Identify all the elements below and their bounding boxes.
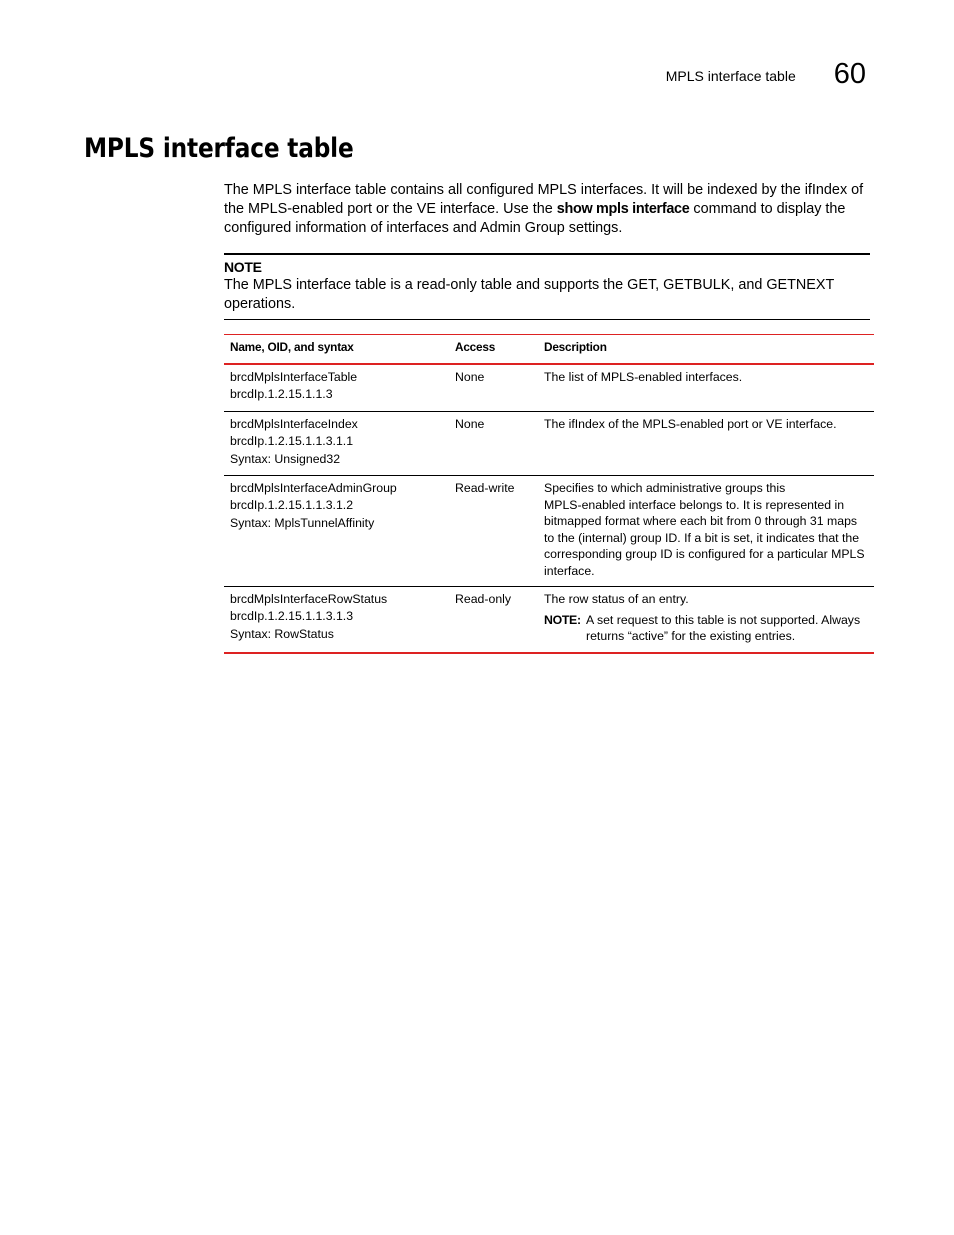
column-header-access: Access xyxy=(449,335,538,365)
note-text: The MPLS interface table is a read-only table and supports the GET, GETBULK, and GETNEXT operations. xyxy=(224,277,835,312)
chapter-number: 60 xyxy=(833,58,866,90)
object-syntax: Syntax: MplsTunnelAffinity xyxy=(230,515,375,530)
cell-access: None xyxy=(449,364,538,411)
cell-access: Read-only xyxy=(449,587,538,653)
cell-note-line: returns “active” for the existing entries. xyxy=(586,629,796,644)
cell-access: None xyxy=(449,411,538,475)
page-title: MPLS interface table xyxy=(84,133,354,164)
object-name: brcdMplsInterfaceTable xyxy=(230,370,358,384)
cell-name xyxy=(224,411,449,475)
description-line: The list of MPLS-enabled interfaces. xyxy=(544,370,743,384)
column-header-description: Description xyxy=(538,335,874,365)
running-header xyxy=(666,58,866,91)
intro-paragraph xyxy=(224,181,874,238)
mib-object-table xyxy=(224,334,874,654)
table-row xyxy=(224,411,874,475)
intro-text-before: The MPLS interface table contains all configured MPLS interfaces. It will be indexed by the ifIndex of the MPLS-enabled port or the VE interface. Use the xyxy=(224,182,864,217)
cell-note xyxy=(544,612,868,645)
cell-note-label: NOTE: xyxy=(544,612,581,627)
object-oid: brcdIp.1.2.15.1.1.3 xyxy=(230,387,333,402)
cell-note-line: A set request to this table is not supported. Always xyxy=(586,612,861,627)
description-line: bitmapped format where each bit from 0 through 31 maps xyxy=(544,514,858,529)
object-syntax: Syntax: RowStatus xyxy=(230,626,334,641)
intro-text-after: command to display the configured information of interfaces and Admin Group settings. xyxy=(224,201,846,236)
column-header-name: Name, OID, and syntax xyxy=(224,335,449,365)
description-line: The row status of an entry. xyxy=(544,592,689,607)
table-row xyxy=(224,364,874,411)
object-name: brcdMplsInterfaceRowStatus xyxy=(230,592,388,607)
table-row xyxy=(224,476,874,587)
description-line: MPLS-enabled interface belongs to. It is represented in xyxy=(544,497,845,512)
description-line: Specifies to which administrative groups this xyxy=(544,481,786,496)
description-line: The ifIndex of the MPLS-enabled port or VE interface. xyxy=(544,416,837,431)
object-oid: brcdIp.1.2.15.1.1.3.1.1 xyxy=(230,434,354,449)
cell-description xyxy=(538,411,874,475)
cell-description xyxy=(538,476,874,587)
object-name: brcdMplsInterfaceAdminGroup xyxy=(230,481,397,496)
note-label: NOTE xyxy=(224,259,262,275)
object-oid: brcdIp.1.2.15.1.1.3.1.2 xyxy=(230,498,354,513)
running-header-section-title: MPLS interface table xyxy=(665,68,796,84)
description-line: interface. xyxy=(544,563,595,578)
object-name: brcdMplsInterfaceIndex xyxy=(230,416,358,431)
cell-description xyxy=(538,364,874,411)
cell-name xyxy=(224,476,449,587)
cell-name xyxy=(224,364,449,411)
object-oid: brcdIp.1.2.15.1.1.3.1.3 xyxy=(230,609,354,624)
object-syntax: Syntax: Unsigned32 xyxy=(230,451,341,466)
cell-name xyxy=(224,587,449,653)
description-line: corresponding group ID is configured for a particular MPLS xyxy=(544,547,865,562)
table-header-row xyxy=(224,335,874,365)
table-row xyxy=(224,587,874,653)
description-line: to the (internal) group ID. If a bit is set, it indicates that the xyxy=(544,530,860,545)
cell-note-body xyxy=(586,612,860,645)
cell-access: Read-write xyxy=(449,476,538,587)
cell-description xyxy=(538,587,874,653)
note-box xyxy=(224,253,870,320)
intro-command: show mpls interface xyxy=(556,201,690,217)
